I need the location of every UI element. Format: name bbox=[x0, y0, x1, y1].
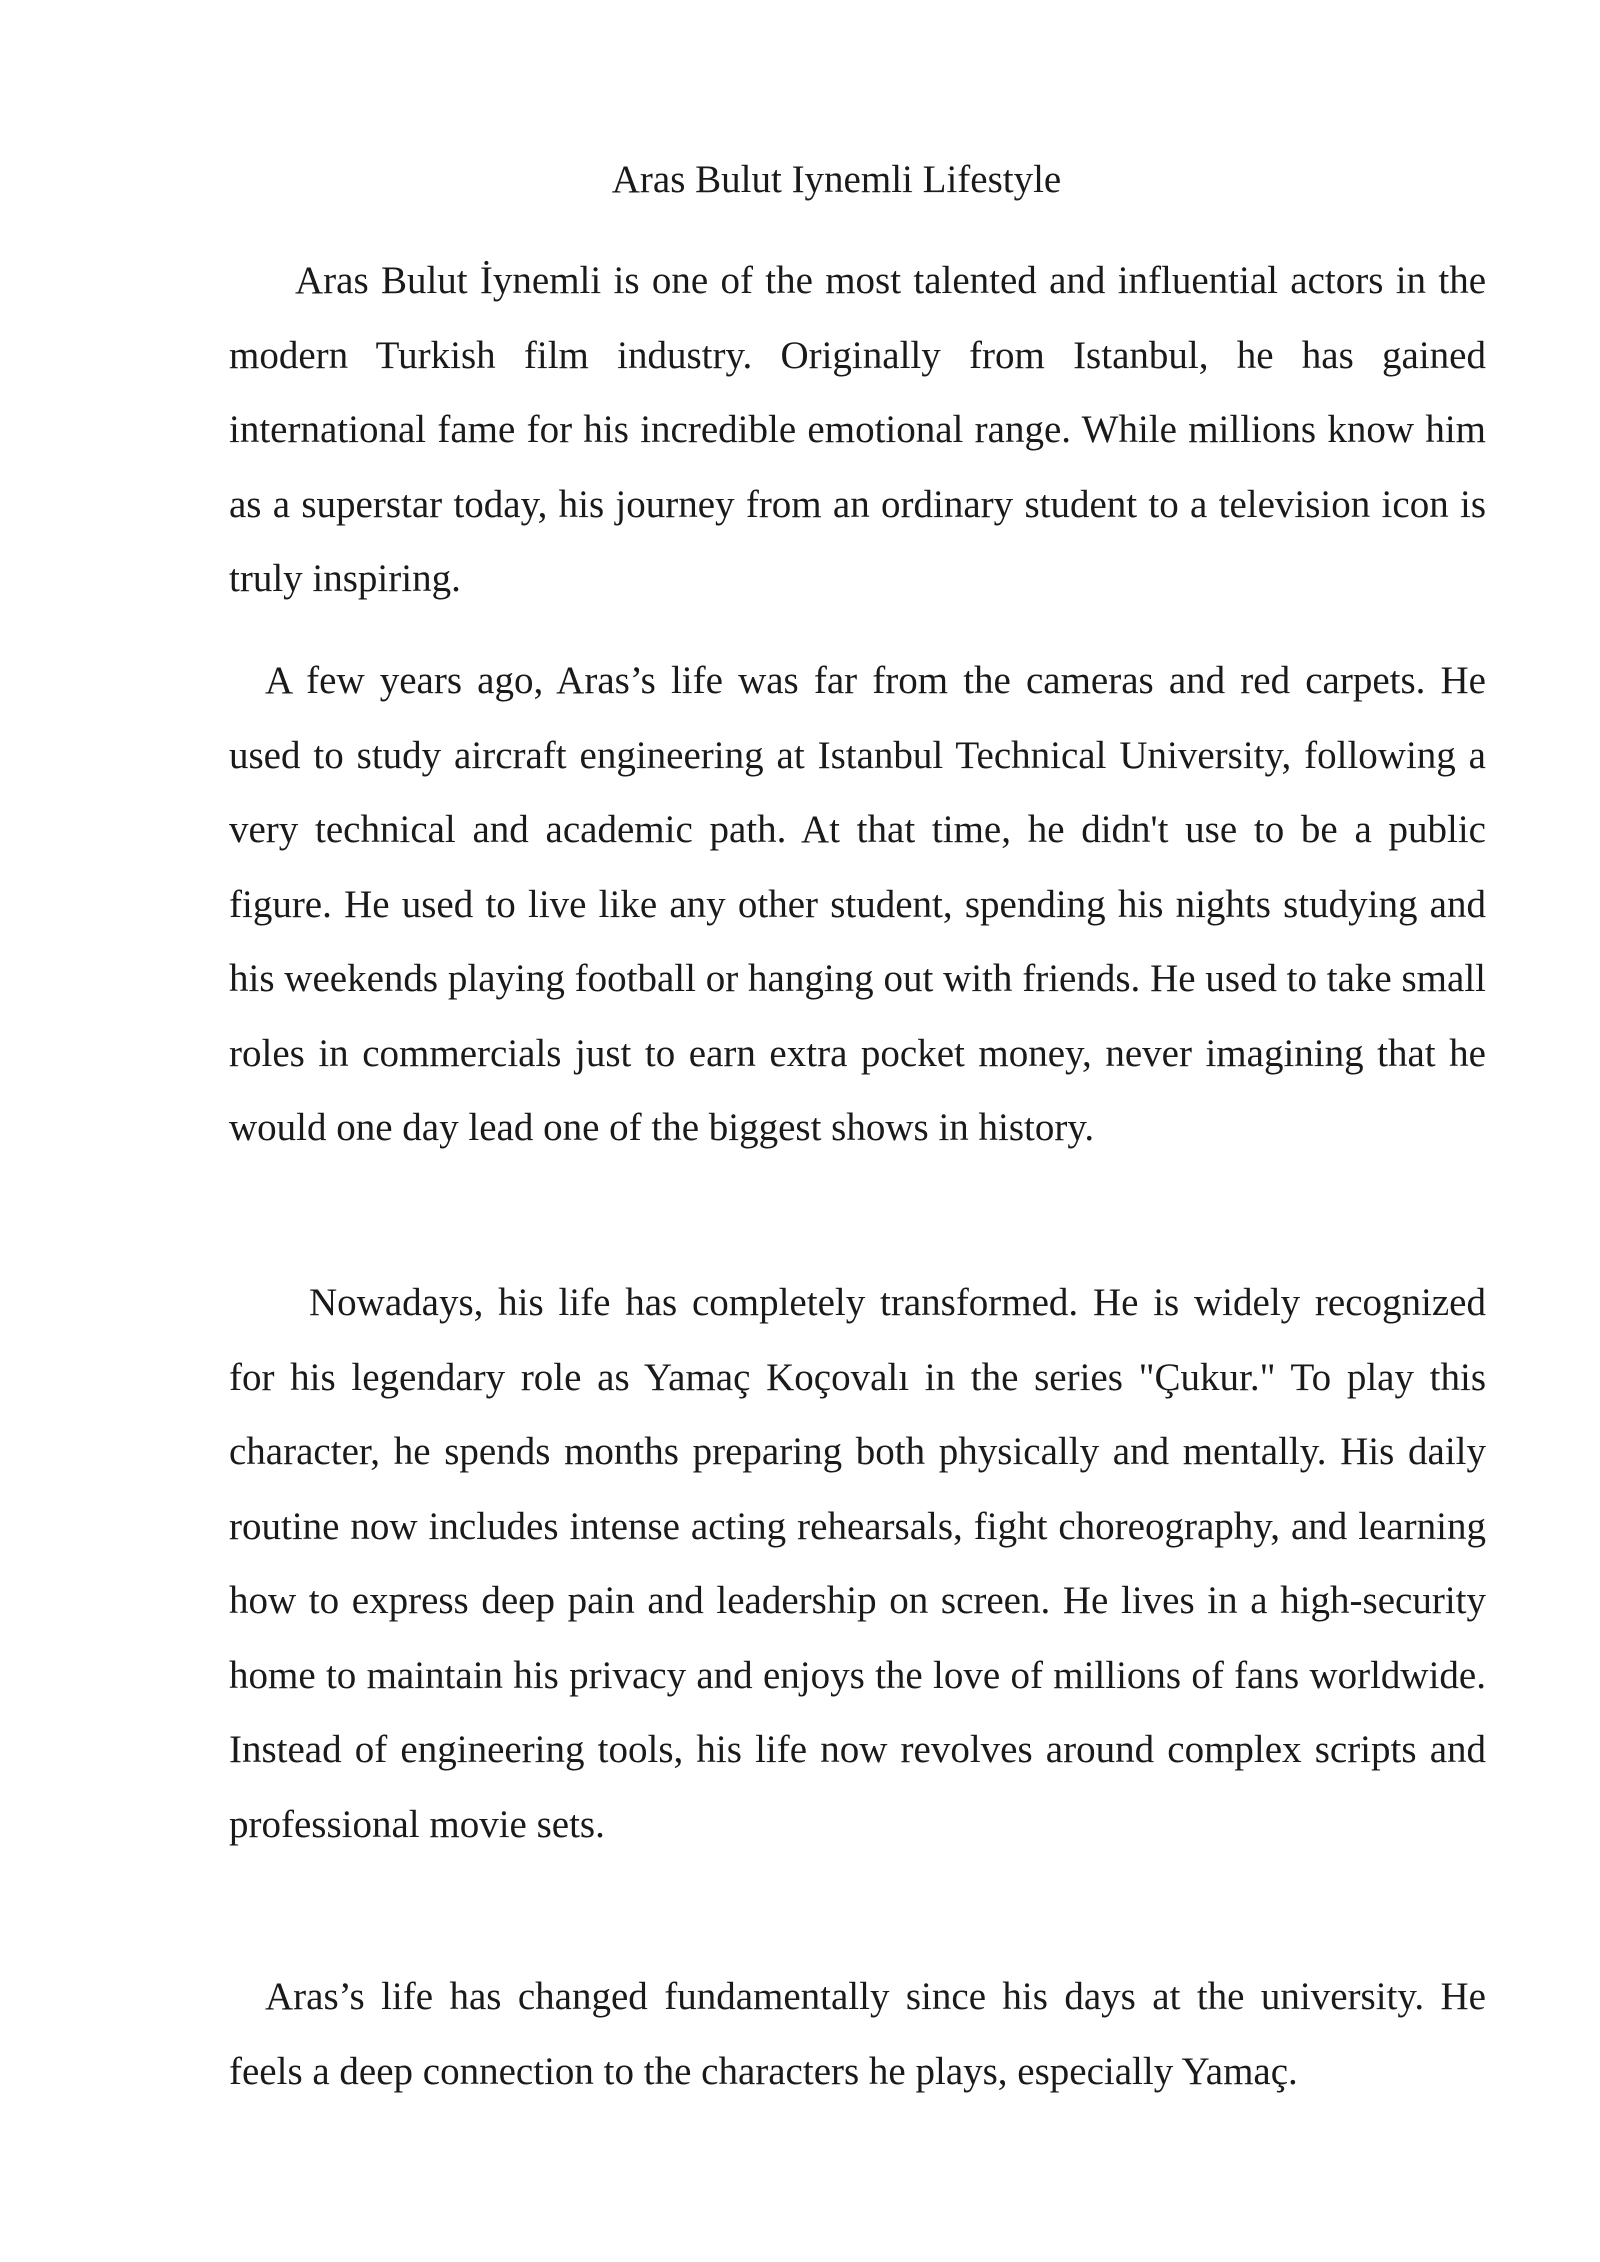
paragraph-present-life: Nowadays, his life has completely transformed. He is widely recognized for his legendary role as Yamaç Koçovalı in the series "Çukur." To play this character, he spends months preparing both physically and mentally. His daily routine now includes intense acting rehearsals, fight choreography, and learning how to express deep pain and leadership on screen. He lives in a high-security home to maintain his privacy and enjoys the love of millions of fans worldwide. Instead of engineering tools, his life now revolves around complex scripts and professional movie sets. bbox=[229, 1281, 1486, 1846]
document-title: Aras Bulut Iynemli Lifestyle bbox=[611, 158, 1062, 201]
paragraph-past-life: A few years ago, Aras’s life was far from the cameras and red carpets. He used to study aircraft engineering at Istanbul Technical University, following a very technical and academic path. At that time, he didn't use to be a public figure. He used to live like any other student, spending his nights studying and his weekends playing football or hanging out with friends. He used to take small roles in commercials just to earn extra pocket money, never imagining that he would one day lead one of the biggest shows in history. bbox=[229, 659, 1486, 1149]
paragraph-conclusion: Aras’s life has changed fundamentally since his days at the university. He feels a deep connection to the characters he plays, especially Yamaç. bbox=[229, 1975, 1486, 2093]
paragraph-intro: Aras Bulut İynemli is one of the most talented and influential actors in the modern Turkish film industry. Originally from Istanbul, he has gained international fame for his incredible emotional range. While millions know him as a superstar today, his journey from an ordinary student to a television icon is truly inspiring. bbox=[229, 259, 1486, 600]
